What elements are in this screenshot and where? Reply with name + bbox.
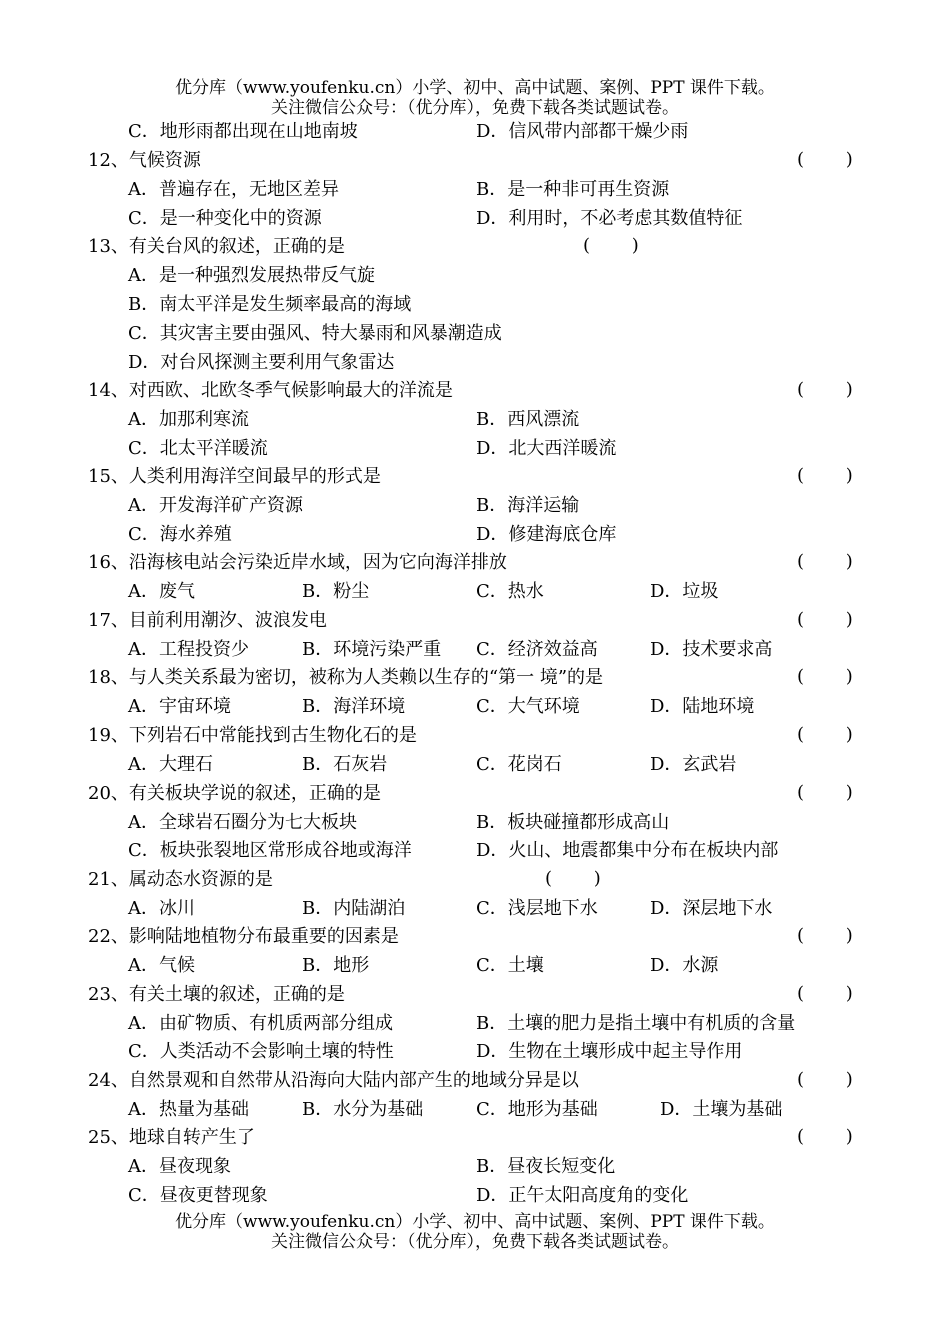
- q13-option-c: C．其灾害主要由强风、特大暴雨和风暴潮造成: [128, 323, 502, 344]
- q14-option-d: D．北大西洋暖流: [476, 438, 617, 459]
- q14-option-c: C．北太平洋暖流: [128, 438, 268, 459]
- q20-option-b: B．板块碰撞都形成高山: [476, 812, 670, 833]
- header-line-2: 关注微信公众号：（优分库），免费下载各类试题试卷。: [271, 98, 679, 118]
- q20-option-a: A．全球岩石圈分为七大板块: [128, 812, 357, 833]
- q25-option-b: B．昼夜长短变化: [476, 1156, 616, 1177]
- q15-option-c: C．海水养殖: [128, 524, 232, 545]
- question-17-stem: 17、目前利用潮汐、波浪发电: [88, 610, 327, 631]
- q22-option-d: D．水源: [650, 955, 719, 976]
- q12-option-a: A．普遍存在，无地区差异: [128, 179, 339, 200]
- q20-option-d: D．火山、地震都集中分布在板块内部: [476, 840, 779, 861]
- answer-blank-21: ( ): [545, 868, 619, 889]
- q17-option-a: A．工程投资少: [128, 639, 249, 660]
- answer-blank-12: ( ): [797, 149, 871, 170]
- q16-option-a: A．废气: [128, 581, 195, 602]
- answer-blank-13: ( ): [583, 235, 657, 256]
- q24-option-b: B．水分为基础: [302, 1099, 424, 1120]
- q13-option-b: B．南太平洋是发生频率最高的海域: [128, 294, 412, 315]
- q23-option-c: C．人类活动不会影响土壤的特性: [128, 1041, 394, 1062]
- q25-option-c: C．昼夜更替现象: [128, 1185, 268, 1206]
- q22-option-c: C．土壤: [476, 955, 544, 976]
- q19-option-d: D．玄武岩: [650, 754, 737, 775]
- q18-option-d: D．陆地环境: [650, 696, 755, 717]
- q24-option-d: D．土壤为基础: [660, 1099, 783, 1120]
- q16-option-d: D．垃圾: [650, 581, 719, 602]
- q21-option-b: B．内陆湖泊: [302, 898, 406, 919]
- question-13-stem: 13、有关台风的叙述，正确的是: [88, 236, 345, 257]
- question-25-stem: 25、地球自转产生了: [88, 1127, 255, 1148]
- question-16-stem: 16、沿海核电站会污染近岸水域，因为它向海洋排放: [88, 552, 507, 573]
- footer-line-1: 优分库（www.youfenku.cn）小学、初中、高中试题、案例、PPT 课件下载。: [175, 1212, 775, 1232]
- q14-option-a: A．加那利寒流: [128, 409, 249, 430]
- q25-option-a: A．昼夜现象: [128, 1156, 231, 1177]
- q19-option-b: B．石灰岩: [302, 754, 388, 775]
- q18-option-b: B．海洋环境: [302, 696, 406, 717]
- q21-option-d: D．深层地下水: [650, 898, 773, 919]
- answer-blank-24: ( ): [797, 1069, 871, 1090]
- question-12-stem: 12、气候资源: [88, 150, 201, 171]
- q12-option-d: D．利用时，不必考虑其数值特征: [476, 208, 743, 229]
- question-24-stem: 24、自然景观和自然带从沿海向大陆内部产生的地域分异是以: [88, 1070, 579, 1091]
- q12-option-b: B．是一种非可再生资源: [476, 179, 670, 200]
- q19-option-a: A．大理石: [128, 754, 213, 775]
- header-line-1: 优分库（www.youfenku.cn）小学、初中、高中试题、案例、PPT 课件下载。: [175, 78, 775, 98]
- answer-blank-14: ( ): [797, 379, 871, 400]
- answer-blank-20: ( ): [797, 782, 871, 803]
- q21-option-c: C．浅层地下水: [476, 898, 598, 919]
- q24-option-a: A．热量为基础: [128, 1099, 249, 1120]
- answer-blank-18: ( ): [797, 666, 871, 687]
- q25-option-d: D．正午太阳高度角的变化: [476, 1185, 689, 1206]
- q15-option-d: D．修建海底仓库: [476, 524, 617, 545]
- q22-option-b: B．地形: [302, 955, 370, 976]
- q12-option-c: C．是一种变化中的资源: [128, 208, 322, 229]
- question-15-stem: 15、人类利用海洋空间最早的形式是: [88, 466, 381, 487]
- carryover-option-d: D．信风带内部都干燥少雨: [476, 121, 689, 142]
- q23-option-d: D．生物在土壤形成中起主导作用: [476, 1041, 743, 1062]
- q14-option-b: B．西风漂流: [476, 409, 580, 430]
- question-21-stem: 21、属动态水资源的是: [88, 869, 273, 890]
- q18-option-a: A．宇宙环境: [128, 696, 231, 717]
- q13-option-d: D．对台风探测主要利用气象雷达: [128, 352, 395, 373]
- q18-option-c: C．大气环境: [476, 696, 580, 717]
- q24-option-c: C．地形为基础: [476, 1099, 598, 1120]
- answer-blank-16: ( ): [797, 551, 871, 572]
- q23-option-a: A．由矿物质、有机质两部分组成: [128, 1013, 393, 1034]
- answer-blank-15: ( ): [797, 465, 871, 486]
- question-18-stem: 18、与人类关系最为密切，被称为人类赖以生存的“第一 境”的是: [88, 667, 604, 688]
- q17-option-c: C．经济效益高: [476, 639, 598, 660]
- footer-line-2: 关注微信公众号：（优分库），免费下载各类试题试卷。: [271, 1232, 679, 1252]
- q16-option-c: C．热水: [476, 581, 544, 602]
- q17-option-b: B．环境污染严重: [302, 639, 442, 660]
- answer-blank-17: ( ): [797, 609, 871, 630]
- answer-blank-25: ( ): [797, 1126, 871, 1147]
- q15-option-b: B．海洋运输: [476, 495, 580, 516]
- question-19-stem: 19、下列岩石中常能找到古生物化石的是: [88, 725, 417, 746]
- question-20-stem: 20、有关板块学说的叙述，正确的是: [88, 783, 381, 804]
- carryover-option-c: C．地形雨都出现在山地南坡: [128, 121, 358, 142]
- question-14-stem: 14、对西欧、北欧冬季气候影响最大的洋流是: [88, 380, 453, 401]
- question-22-stem: 22、影响陆地植物分布最重要的因素是: [88, 926, 399, 947]
- q22-option-a: A．气候: [128, 955, 195, 976]
- q16-option-b: B．粉尘: [302, 581, 370, 602]
- q13-option-a: A．是一种强烈发展热带反气旋: [128, 265, 375, 286]
- answer-blank-19: ( ): [797, 724, 871, 745]
- question-23-stem: 23、有关土壤的叙述，正确的是: [88, 984, 345, 1005]
- q21-option-a: A．冰川: [128, 898, 195, 919]
- q17-option-d: D．技术要求高: [650, 639, 773, 660]
- answer-blank-23: ( ): [797, 983, 871, 1004]
- q19-option-c: C．花岗石: [476, 754, 562, 775]
- q20-option-c: C．板块张裂地区常形成谷地或海洋: [128, 840, 412, 861]
- q15-option-a: A．开发海洋矿产资源: [128, 495, 303, 516]
- q23-option-b: B．土壤的肥力是指土壤中有机质的含量: [476, 1013, 796, 1034]
- answer-blank-22: ( ): [797, 925, 871, 946]
